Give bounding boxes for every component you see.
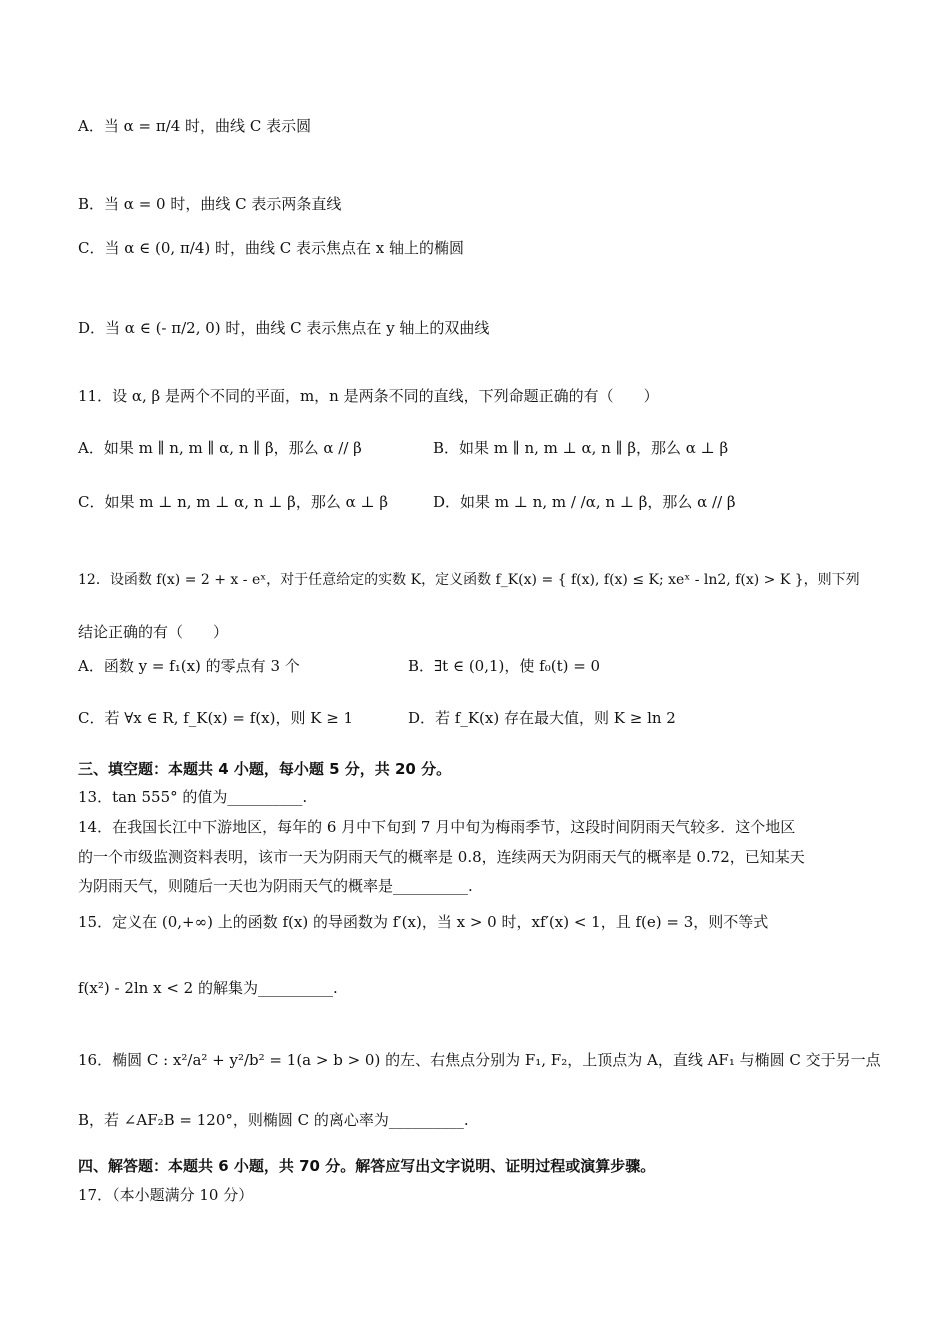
q17: 17．（本小题满分 10 分）	[78, 1186, 254, 1204]
q16-line-1: 16．椭圆 C : x²/a² + y²/b² = 1(a > b > 0) 的左、右焦点分别为 F₁, F₂，上顶点为 A，直线 AF₁ 与椭圆 C 交于另一点	[78, 1051, 881, 1069]
q14-line-3: 为阴雨天气，则随后一天也为阴雨天气的概率是__________.	[78, 877, 473, 895]
q12-option-c: C．若 ∀x ∈ R, f_K(x) = f(x)，则 K ≥ 1	[78, 709, 354, 727]
q14-line-1: 14．在我国长江中下游地区，每年的 6 月中下旬到 7 月中旬为梅雨季节，这段时间阴雨天气较多．这个地区	[78, 818, 796, 836]
q10-option-c: C．当 α ∈ (0, π/4) 时，曲线 C 表示焦点在 x 轴上的椭圆	[78, 239, 465, 257]
q12-stem-cont: 结论正确的有（ ）	[78, 623, 229, 641]
q11-option-b: B．如果 m ∥ n, m ⊥ α, n ∥ β，那么 α ⊥ β	[433, 439, 729, 457]
q10-option-b: B．当 α = 0 时，曲线 C 表示两条直线	[78, 195, 342, 213]
q10-option-a: A．当 α = π/4 时，曲线 C 表示圆	[78, 117, 312, 135]
q14-line-2: 的一个市级监测资料表明，该市一天为阴雨天气的概率是 0.8，连续两天为阴雨天气的概率是 0.72，已知某天	[78, 848, 805, 866]
section-4-heading: 四、解答题：本题共 6 小题，共 70 分。解答应写出文字说明、证明过程或演算步骤。	[78, 1157, 656, 1175]
q11-option-a: A．如果 m ∥ n, m ∥ α, n ∥ β，那么 α // β	[78, 439, 362, 457]
q11-option-d: D．如果 m ⊥ n, m / /α, n ⊥ β，那么 α // β	[433, 493, 736, 511]
q10-option-d: D．当 α ∈ (- π/2, 0) 时，曲线 C 表示焦点在 y 轴上的双曲线	[78, 319, 490, 337]
q12-stem: 12．设函数 f(x) = 2 + x - eˣ，对于任意给定的实数 K，定义函数 f_K(x) = { f(x), f(x) ≤ K; xeˣ - ln2, f(x) > K }，则下列	[78, 572, 860, 588]
q12-option-b: B．∃t ∈ (0,1)，使 f₀(t) = 0	[408, 657, 601, 675]
q13: 13．tan 555° 的值为__________.	[78, 788, 308, 806]
q11-option-c: C．如果 m ⊥ n, m ⊥ α, n ⊥ β，那么 α ⊥ β	[78, 493, 389, 511]
q12-option-a: A．函数 y = f₁(x) 的零点有 3 个	[78, 657, 300, 675]
q16-line-2: B，若 ∠AF₂B = 120°，则椭圆 C 的离心率为__________.	[78, 1111, 469, 1129]
section-3-heading: 三、填空题：本题共 4 小题，每小题 5 分，共 20 分。	[78, 760, 452, 778]
q11-stem: 11．设 α, β 是两个不同的平面，m，n 是两条不同的直线，下列命题正确的有（ ）	[78, 387, 659, 405]
q15-line-2: f(x²) - 2ln x < 2 的解集为__________.	[78, 979, 338, 997]
q15-line-1: 15．定义在 (0,+∞) 上的函数 f(x) 的导函数为 f′(x)，当 x > 0 时，xf′(x) < 1，且 f(e) = 3，则不等式	[78, 913, 769, 931]
q12-option-d: D．若 f_K(x) 存在最大值，则 K ≥ ln 2	[408, 709, 676, 727]
